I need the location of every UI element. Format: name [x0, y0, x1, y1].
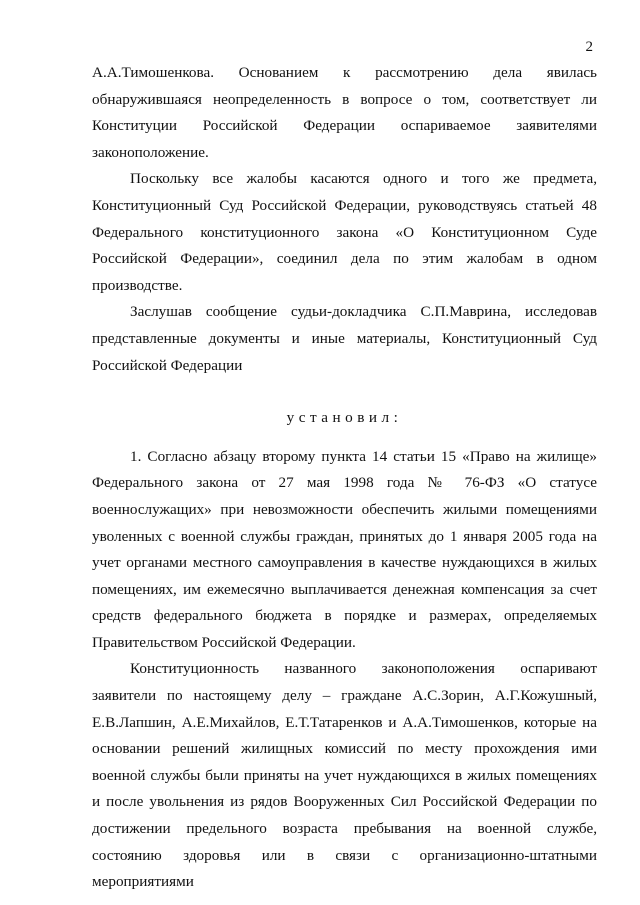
- section-heading: установил:: [286, 409, 403, 427]
- paragraph-1: А.А.Тимошенкова. Основанием к рассмотрению дела явилась обнаружившаяся неопределенность в вопросе о том, соответствует ли Конституции Российской Федерации оспариваемое заявителями законоположение.: [92, 64, 597, 161]
- paragraph-3: Заслушав сообщение судьи-докладчика С.П.Маврина, исследовав представленные документы и иные материалы, Конституционный Суд Российской Федерации: [92, 303, 597, 374]
- page-number: 2: [585, 39, 593, 55]
- paragraph-4: 1. Согласно абзацу второму пункта 14 статьи 15 «Право на жилище» Федерального закона от 27 мая 1998 года № 76-ФЗ «О статусе военнослужащих» при невозможности обеспечить жилыми помещениями уволенных с военной службы граждан, принятых до 1 января 2005 года на учет органами местного самоуправления в качестве нуждающихся в жилых помещениях, им ежемесячно выплачивается денежная компенсация за счет средств федерального бюджета в порядке и размерах, определяемых Правительством Российской Федерации.: [92, 447, 597, 651]
- document-body: [92, 60, 597, 896]
- paragraph-5: Конституционность названного законоположения оспаривают заявители по настоящему делу – граждане А.С.Зорин, А.Г.Кожушный, Е.В.Лапшин, А.Е.Михайлов, Е.Т.Татаренков и А.А.Тимошенков, которые на основании решений жилищных комиссий по месту прохождения ими военной службы были приняты на учет нуждающихся в жилых помещениях и после увольнения из рядов Вооруженных Сил Российской Федерации по достижении предельного возраста пребывания на военной службе, состоянию здоровья или в связи с организационно-штатными мероприятиями: [92, 660, 597, 891]
- paragraph-2: Поскольку все жалобы касаются одного и того же предмета, Конституционный Суд Российской Федерации, руководствуясь статьей 48 Федерального конституционного закона «О Конституционном Суде Российской Федерации», соединил дела по этим жалобам в одном производстве.: [92, 170, 597, 294]
